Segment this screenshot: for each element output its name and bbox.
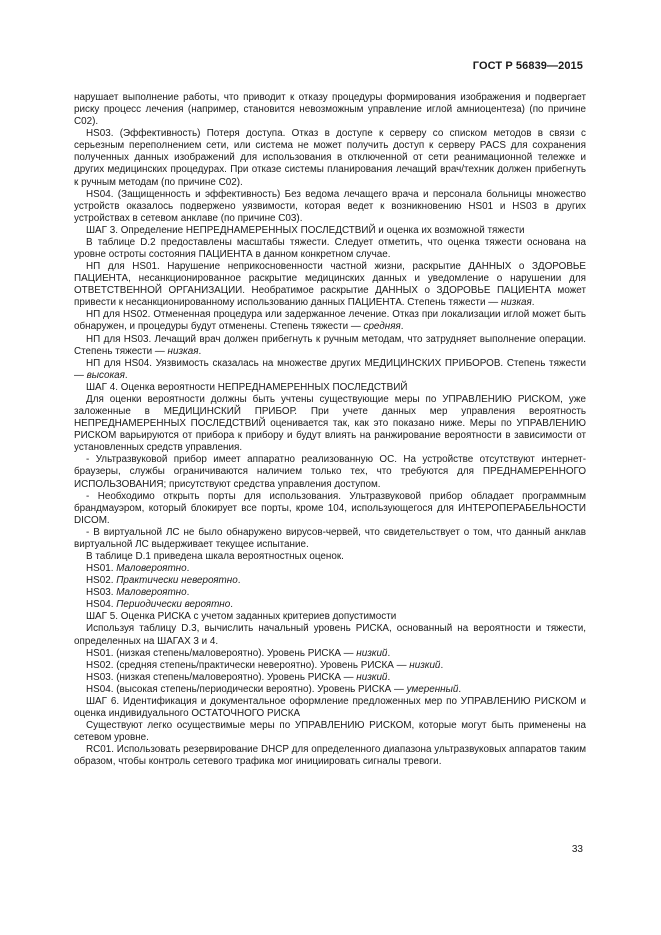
paragraph [74,382,586,394]
paragraph [74,454,586,490]
paragraph-text: ШАГ 3. Определение НЕПРЕДНАМЕРЕННЫХ ПОСЛЕДСТВИЙ и оценка их возможной тяжести [86,224,525,236]
emphasis-text: низкий [356,647,388,659]
document-body [74,92,586,768]
emphasis-text: Практически невероятно [116,575,238,587]
paragraph-text: HS04. (высокая степень/периодически вероятно). Уровень РИСКА — [86,683,407,695]
paragraph-text: HS02. [86,575,117,587]
paragraph-text: . [186,587,190,599]
standard-header: ГОСТ Р 56839—2015 [472,60,583,72]
paragraph [74,744,586,768]
paragraph-text: . [237,575,241,587]
paragraph-text: Для оценки вероятности должны быть учтены существующие меры по УПРАВЛЕНИЮ РИСКОМ, уже заложенные в МЕДИЦИНСКИЙ ПРИБОР. При учете данных мер управления вероятность НЕПРЕДНАМЕРЕННЫХ ПОСЛЕДСТВИЙ оценивается так, как это показано ниже. Меры по УПРАВЛЕНИЮ РИСКОМ варьируются от прибора к прибору и будут влиять на ранжирование вероятности в зависимости от установленных средств управления. [74,393,586,454]
paragraph [74,394,586,454]
paragraph-text: . [531,297,535,309]
paragraph-text: . [198,345,202,357]
emphasis-text: средняя [363,321,401,333]
paragraph-text: - Необходимо открыть порты для использования. Ультразвуковой прибор обладает программным брандмауэром, который блокирует все порты, кроме 104, использующегося для ИНТЕРОПЕРАБЕЛЬНОСТИ DICOM. [74,490,586,526]
paragraph [74,527,586,551]
paragraph-text: . [440,659,444,671]
paragraph [74,334,586,358]
paragraph [74,611,586,623]
paragraph-text: НП для HS02. Отмененная процедура или задержанное лечение. Отказ при локализации иглой может быть обнаружен, и процедуры будут отменены. Степень тяжести — [74,309,586,333]
paragraph-text: Используя таблицу D.3, вычислить начальный уровень РИСКА, основанный на вероятности и тяжести, определенных на ШАГАХ 3 и 4. [74,623,586,647]
paragraph-text: - В виртуальной ЛС не было обнаружено вирусов-червей, что свидетельствует о том, что данный анклав виртуальной ЛС выдерживает текущее испытание. [74,526,586,550]
paragraph-text: ШАГ 5. Оценка РИСКА с учетом заданных критериев допустимости [86,611,397,623]
paragraph [74,587,586,599]
paragraph [74,684,586,696]
paragraph-text: . [124,369,128,381]
paragraph-text: . [400,321,404,333]
paragraph-text: HS02. (средняя степень/практически невероятно). Уровень РИСКА — [86,659,410,671]
paragraph-text: ШАГ 4. Оценка вероятности НЕПРЕДНАМЕРЕННЫХ ПОСЛЕДСТВИЙ [86,381,408,393]
emphasis-text: Маловероятно [116,563,187,575]
paragraph-text: HS03. (Эффективность) Потеря доступа. Отказ в доступе к серверу со списком методов в связи с серьезным переполнением сети, или система не может получить доступ к серверу PACS для сохранения полученных данных изображений для использования в отключенной от сети реанимационной тележке и других медицинских процедурах. При отказе системы планирования лечащий врач/техник должен прибегнуть к ручным методам (по причине С02). [74,128,586,188]
paragraph [74,189,586,225]
paragraph-text: HS03. (низкая степень/маловероятно). Уровень РИСКА — [86,671,357,683]
paragraph-text: HS04. [86,599,117,611]
paragraph [74,491,586,527]
paragraph [74,696,586,720]
paragraph-text: . [186,563,190,575]
emphasis-text: низкий [409,659,441,671]
paragraph-text: В таблице D.2 предоставлены масштабы тяжести. Следует отметить, что оценка тяжести основана на уровне остроты состояния ПАЦИЕНТА в данном конкретном случае. [74,236,586,261]
paragraph-text: НП для HS01. Нарушение неприкосновенности частной жизни, раскрытие ДАННЫХ о ЗДОРОВЬЕ ПАЦИЕНТА, несанкционированное раскрытие медицинских данных и уведомление о нарушении для ОТВЕТСТВЕННОЙ ОРГАНИЗАЦИИ. Необратимое раскрытие ДАННЫХ о ЗДОРОВЬЕ ПАЦИЕНТА может привести к несанкционированному использованию данных ПАЦИЕНТА. Степень тяжести — [74,261,586,309]
paragraph-text: НП для HS03. Лечащий врач должен прибегнуть к ручным методам, что затрудняет выполнение операции. Степень тяжести — [74,333,586,357]
paragraph-text: . [230,599,233,611]
paragraph-text: HS04. (Защищенность и эффективность) Без ведома лечащего врача и персонала больницы множество устройств оказалось подвержено уязвимости, которая ведет к возникновению HS01 и HS03 в других устройствах в сетевом анклаве (по причине С03). [74,188,586,224]
paragraph [74,358,586,382]
paragraph [74,551,586,563]
paragraph [74,237,586,261]
emphasis-text: умеренный [406,683,459,695]
emphasis-text: Периодически вероятно [116,599,231,611]
paragraph-text: RC01. Использовать резервирование DHCP для определенного диапазона ультразвуковых аппаратов таким образом, чтобы контроль сетевого трафика мог инициировать сигналы тревоги. [74,744,586,768]
paragraph [74,648,586,660]
page-number: 33 [571,844,583,855]
paragraph [74,225,586,237]
paragraph [74,575,586,587]
paragraph [74,128,586,188]
paragraph [74,623,586,647]
paragraph-text: В таблице D.1 приведена шкала вероятностных оценок. [86,550,344,562]
emphasis-text: высокая [86,369,125,381]
paragraph [74,563,586,575]
paragraph [74,720,586,744]
paragraph-text: НП для HS04. Уязвимость сказалась на множестве других МЕДИЦИНСКИХ ПРИБОРОВ. Степень тяжести — [74,357,586,381]
emphasis-text: низкий [356,671,388,683]
paragraph-text: HS01. (низкая степень/маловероятно). Уровень РИСКА — [86,647,357,659]
paragraph-text: - Ультразвуковой прибор имеет аппаратно реализованную ОС. На устройстве отсутствуют интернет-браузеры, службы ограничиваются наличием только тех, что требуются для ПРЕДНАМЕРЕННОГО ИСПОЛЬЗОВАНИЯ; присутствуют средства управления доступом. [74,454,586,490]
paragraph-text: . [387,671,391,683]
emphasis-text: низкая [167,345,199,357]
paragraph [74,672,586,684]
paragraph-text: Существуют легко осуществимые меры по УПРАВЛЕНИЮ РИСКОМ, которые могут быть применены на сетевом уровне. [74,720,586,744]
paragraph-text: HS01. [86,563,117,575]
paragraph-text: нарушает выполнение работы, что приводит к отказу процедуры формирования изображения и подвергает риску процесс лечения (например, становится невозможным управление иглой амниоцентеза) (по причине С02). [74,92,586,128]
paragraph-text: HS03. [86,587,117,599]
paragraph-text: . [458,683,462,695]
paragraph [74,92,586,128]
paragraph [74,309,586,333]
paragraph [74,261,586,309]
paragraph [74,660,586,672]
emphasis-text: низкая [500,297,532,309]
emphasis-text: Маловероятно [116,587,187,599]
paragraph [74,599,586,611]
paragraph-text: . [387,647,391,659]
paragraph-text: ШАГ 6. Идентификация и документальное оформление предложенных мер по УПРАВЛЕНИЮ РИСКОМ и оценка индивидуального ОСТАТОЧНОГО РИСКА [74,695,586,719]
